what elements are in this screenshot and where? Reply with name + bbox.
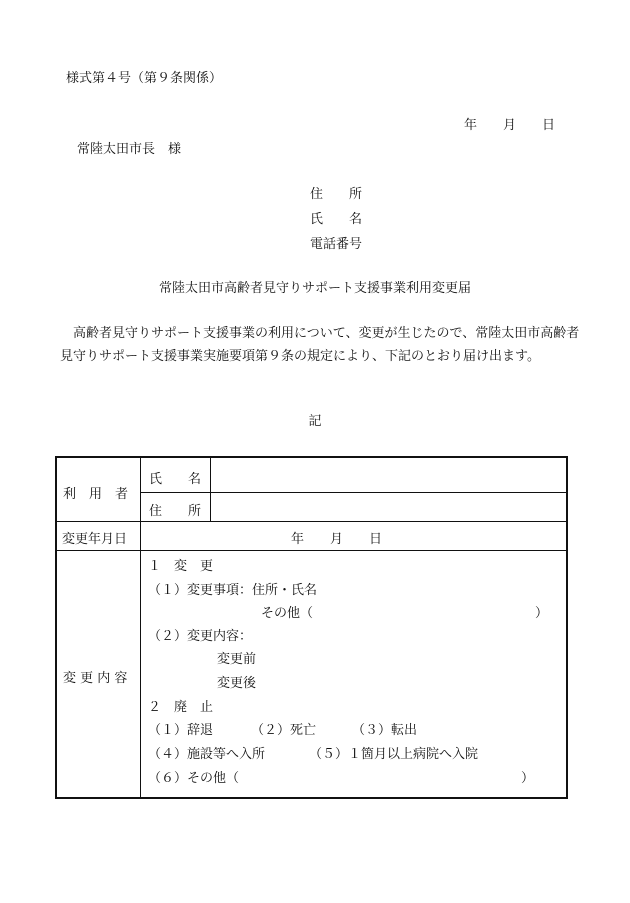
document-title: 常陸太田市高齢者見守りサポート支援事業利用変更届 xyxy=(158,281,471,296)
user-address-label: 住 所 xyxy=(149,504,202,519)
user-name-label: 氏 名 xyxy=(149,472,202,487)
body-text: 高齢者見守りサポート支援事業の利用について、変更が生じたので、常陸太田市高齢者見守りサポート支援事業実施要項第９条の規定により、下記のとおり届け出ます。 xyxy=(60,326,580,364)
divider xyxy=(57,521,566,522)
form-number: 様式第４号（第９条関係） xyxy=(66,71,223,86)
change-item-1: （１）変更事項：住所・氏名 xyxy=(148,583,318,598)
section-change-title: １ 変 更 xyxy=(148,559,214,574)
change-date-label: 変更年月日 xyxy=(62,532,128,547)
applicant-name-label: 氏 名 xyxy=(310,212,363,227)
abolish-option-5[interactable]: （５）１箇月以上病院へ入院 xyxy=(309,747,479,762)
abolish-option-1[interactable]: （１）辞退 xyxy=(148,723,214,738)
change-item-1-other[interactable]: その他（ xyxy=(261,606,314,621)
change-item-2: （２）変更内容： xyxy=(148,629,253,644)
divider xyxy=(140,458,141,797)
user-name-field[interactable] xyxy=(214,464,562,490)
change-item-1-other-close: ） xyxy=(535,606,549,621)
abolish-option-6[interactable]: （６）その他（ xyxy=(148,771,240,786)
abolish-option-3[interactable]: （３）転出 xyxy=(352,723,418,738)
abolish-option-6-close: ） xyxy=(521,771,535,786)
user-address-field[interactable] xyxy=(214,495,562,519)
applicant-phone-label: 電話番号 xyxy=(310,237,363,252)
change-after[interactable]: 変更後 xyxy=(217,676,257,691)
recipient: 常陸太田市長 様 xyxy=(77,142,182,157)
abolish-option-4[interactable]: （４）施設等へ入所 xyxy=(148,747,266,762)
form-table xyxy=(55,456,568,799)
section-abolish-title: ２ 廃 止 xyxy=(148,700,214,715)
applicant-address-label: 住 所 xyxy=(310,187,363,202)
change-before[interactable]: 変更前 xyxy=(217,652,257,667)
divider xyxy=(210,458,211,521)
divider xyxy=(140,492,566,493)
ki-heading: 記 xyxy=(308,414,322,429)
submission-date: 年 月 日 xyxy=(464,118,556,133)
divider xyxy=(57,550,566,551)
change-date-value[interactable]: 年 月 日 xyxy=(291,532,383,547)
abolish-option-2[interactable]: （２）死亡 xyxy=(251,723,317,738)
change-content-label: 変 更 内 容 xyxy=(63,671,128,686)
user-label: 利 用 者 xyxy=(63,487,129,502)
